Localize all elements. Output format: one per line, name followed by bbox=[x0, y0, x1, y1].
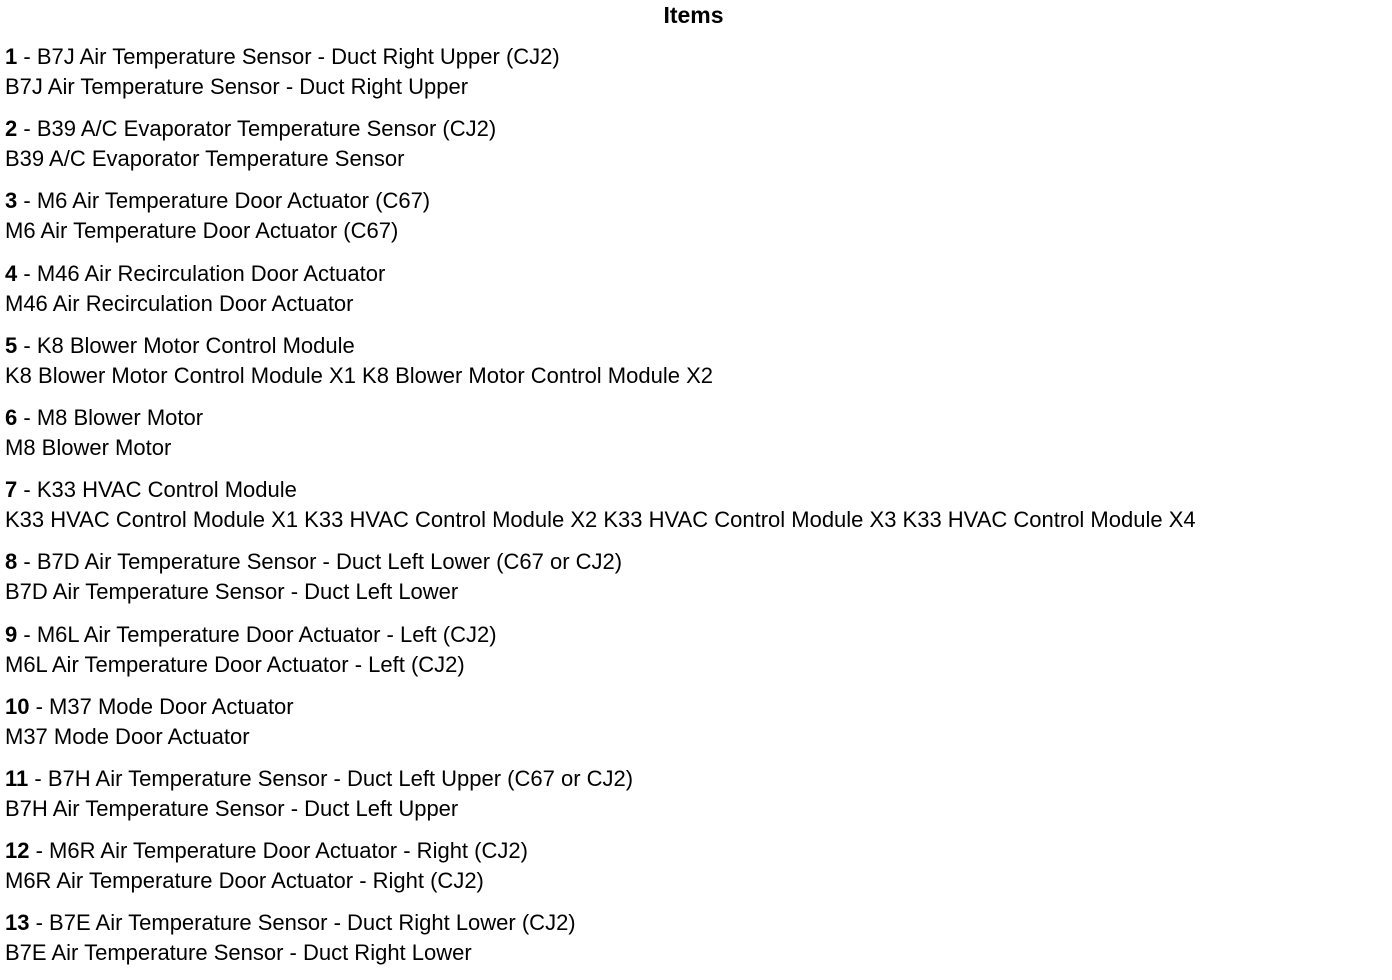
list-item bbox=[5, 403, 1392, 475]
item-detail: B7H Air Temperature Sensor - Duct Left Upper bbox=[5, 795, 459, 821]
item-name: M6R Air Temperature Door Actuator - Right (CJ2) bbox=[49, 838, 528, 864]
item-detail: M37 Mode Door Actuator bbox=[5, 723, 250, 749]
list-item bbox=[5, 908, 1392, 980]
item-heading bbox=[5, 764, 1392, 794]
item-separator: - bbox=[17, 549, 37, 575]
item-number: 10 bbox=[5, 693, 30, 719]
list-item bbox=[5, 764, 1392, 836]
item-separator: - bbox=[17, 260, 37, 286]
item-separator: - bbox=[17, 116, 37, 142]
item-name: M46 Air Recirculation Door Actuator bbox=[36, 260, 386, 286]
list-item bbox=[5, 692, 1392, 764]
item-name: M8 Blower Motor bbox=[36, 404, 204, 430]
item-heading bbox=[5, 403, 1392, 433]
item-detail: B7J Air Temperature Sensor - Duct Right Upper bbox=[5, 74, 469, 99]
list-item bbox=[5, 259, 1392, 331]
item-detail: M6 Air Temperature Door Actuator (C67) bbox=[5, 218, 399, 244]
item-heading bbox=[5, 547, 1392, 577]
item-heading bbox=[5, 620, 1392, 650]
item-separator: - bbox=[17, 477, 37, 503]
item-detail: B39 A/C Evaporator Temperature Sensor bbox=[5, 146, 405, 172]
item-number: 6 bbox=[5, 404, 18, 430]
item-heading bbox=[5, 908, 1392, 938]
item-name: M37 Mode Door Actuator bbox=[49, 693, 294, 719]
items-list bbox=[5, 42, 1392, 980]
item-name: M6L Air Temperature Door Actuator - Left (CJ2) bbox=[36, 621, 497, 647]
item-number: 4 bbox=[5, 260, 18, 286]
item-name: K8 Blower Motor Control Module bbox=[36, 332, 355, 358]
list-item bbox=[5, 186, 1392, 258]
page-title: Items bbox=[663, 2, 724, 28]
item-heading bbox=[5, 186, 1392, 216]
item-number: 1 bbox=[5, 44, 18, 69]
item-heading bbox=[5, 114, 1392, 144]
item-separator: - bbox=[17, 188, 37, 214]
item-separator: - bbox=[17, 404, 37, 430]
item-heading bbox=[5, 475, 1392, 505]
item-separator: - bbox=[28, 765, 48, 791]
item-name: B7H Air Temperature Sensor - Duct Left Upper (C67 or CJ2) bbox=[47, 765, 634, 791]
item-heading bbox=[5, 836, 1392, 866]
list-item bbox=[5, 42, 1392, 114]
item-separator: - bbox=[29, 910, 50, 936]
list-item bbox=[5, 836, 1392, 908]
list-item bbox=[5, 547, 1392, 619]
item-detail: K8 Blower Motor Control Module X1 K8 Blower Motor Control Module X2 bbox=[5, 362, 713, 388]
item-number: 5 bbox=[5, 332, 18, 358]
item-heading bbox=[5, 259, 1392, 289]
item-detail: K33 HVAC Control Module X1 K33 HVAC Control Module X2 K33 HVAC Control Module X3 K33 HVAC Control Module X4 bbox=[5, 507, 1196, 533]
item-name: M6 Air Temperature Door Actuator (C67) bbox=[36, 188, 431, 214]
item-name: B7D Air Temperature Sensor - Duct Left Lower (C67 or CJ2) bbox=[36, 549, 623, 575]
item-name: B39 A/C Evaporator Temperature Sensor (CJ2) bbox=[36, 116, 497, 142]
item-heading bbox=[5, 692, 1392, 722]
item-separator: - bbox=[29, 693, 50, 719]
item-separator: - bbox=[17, 621, 37, 647]
item-number: 2 bbox=[5, 116, 18, 142]
item-name: B7E Air Temperature Sensor - Duct Right Lower (CJ2) bbox=[49, 910, 576, 936]
item-detail: M8 Blower Motor bbox=[5, 434, 172, 460]
item-number: 9 bbox=[5, 621, 18, 647]
item-name: K33 HVAC Control Module bbox=[36, 477, 297, 503]
item-number: 3 bbox=[5, 188, 18, 214]
item-number: 11 bbox=[5, 765, 29, 791]
item-name: B7J Air Temperature Sensor - Duct Right Upper (CJ2) bbox=[36, 44, 560, 69]
list-item bbox=[5, 114, 1392, 186]
item-number: 12 bbox=[5, 838, 30, 864]
item-separator: - bbox=[17, 332, 37, 358]
item-detail: M6L Air Temperature Door Actuator - Left (CJ2) bbox=[5, 651, 465, 677]
item-number: 8 bbox=[5, 549, 18, 575]
list-item bbox=[5, 620, 1392, 692]
item-heading bbox=[5, 331, 1392, 361]
item-detail: M46 Air Recirculation Door Actuator bbox=[5, 290, 354, 316]
item-detail: B7E Air Temperature Sensor - Duct Right Lower bbox=[5, 940, 472, 966]
item-heading bbox=[5, 42, 1392, 72]
item-separator: - bbox=[17, 44, 37, 69]
item-separator: - bbox=[29, 838, 50, 864]
item-detail: B7D Air Temperature Sensor - Duct Left Lower bbox=[5, 579, 459, 605]
list-item bbox=[5, 475, 1392, 547]
list-item bbox=[5, 331, 1392, 403]
item-number: 13 bbox=[5, 910, 30, 936]
item-detail: M6R Air Temperature Door Actuator - Right (CJ2) bbox=[5, 868, 484, 894]
item-number: 7 bbox=[5, 477, 18, 503]
